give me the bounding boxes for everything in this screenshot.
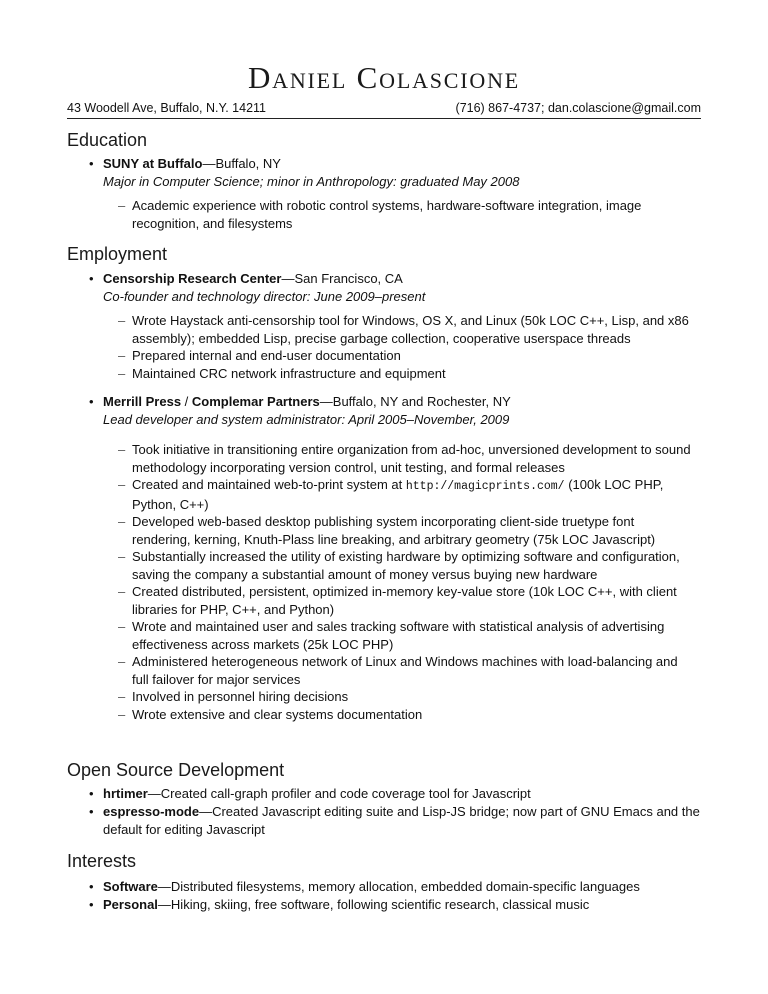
magicprints-link[interactable]: http://magicprints.com/ <box>405 480 565 493</box>
open-source-list <box>67 785 707 839</box>
entry-header <box>67 270 707 288</box>
list-item: – Academic experience with robotic control systems, hardware-software integration, image recognition, and filesystems <box>118 198 642 231</box>
dash-icon: – <box>118 549 126 564</box>
list-item: • hrtimer—Created call-graph profiler and code coverage tool for Javascript <box>89 786 531 801</box>
employment-entry-crc <box>67 270 707 382</box>
dash-icon: – <box>118 706 126 722</box>
dash-icon: – <box>118 584 126 599</box>
list-item: – Took initiative in transitioning entire organization from ad-hoc, unversioned development to sound methodology incorporating version control, unit testing, and formal releases <box>118 442 691 475</box>
dash-icon: – <box>118 198 126 213</box>
dash-icon: – <box>118 654 126 669</box>
list-item: – Maintained CRC network infrastructure and equipment <box>118 365 446 381</box>
education-entry <box>67 155 707 232</box>
resume-name: Daniel Colascione <box>247 60 521 95</box>
list-item: – Administered heterogeneous network of Linux and Windows machines with load-balancing and full failover for major services <box>118 654 678 687</box>
entry-details <box>67 441 707 723</box>
entry-org-2: Complemar Partners <box>191 394 320 409</box>
list-item: – Wrote and maintained user and sales tracking software with statistical analysis of advertising effectiveness across markets (25k LOC PHP) <box>118 619 665 652</box>
entry-role: Major in Computer Science; minor in Anthropology: graduated May 2008 <box>103 174 520 189</box>
dash-icon: – <box>118 365 126 381</box>
list-item: – Prepared internal and end-user documentation <box>118 348 401 363</box>
entry-location: —Buffalo, NY and Rochester, NY <box>319 394 511 409</box>
list-item: – Wrote extensive and clear systems documentation <box>118 706 423 722</box>
section-title-open-source: Open Source Development <box>67 760 285 780</box>
dash-icon: – <box>118 348 126 363</box>
entry-details <box>67 312 707 382</box>
list-item: – Substantially increased the utility of existing hardware by optimizing software and configuration, saving the company a substantial amount of money versus buying new hardware <box>118 549 680 582</box>
employment-entry-merrill <box>67 393 707 723</box>
section-title-interests: Interests <box>67 851 137 871</box>
dash-icon: – <box>118 477 126 492</box>
bullet-icon: • <box>89 156 94 171</box>
list-item: • Software—Distributed filesystems, memory allocation, embedded domain-specific languages <box>89 879 640 894</box>
entry-role: Lead developer and system administrator: April 2005–November, 2009 <box>103 412 510 427</box>
section-title-employment: Employment <box>67 244 168 264</box>
bullet-icon: • <box>89 897 94 912</box>
entry-org: Censorship Research Center <box>103 271 282 286</box>
address: 43 Woodell Ave, Buffalo, N.Y. 14211 <box>67 101 266 115</box>
contact-line <box>67 98 701 119</box>
list-item: • Personal—Hiking, skiing, free software, following scientific research, classical music <box>89 897 590 912</box>
entry-header <box>67 155 707 173</box>
section-title-education: Education <box>67 130 148 150</box>
dash-icon: – <box>118 514 126 529</box>
dash-icon: – <box>118 619 126 634</box>
entry-org: Merrill Press <box>103 394 182 409</box>
list-item: – Created and maintained web-to-print system at http://magicprints.com/ (100k LOC PHP, Python, C++) <box>118 477 664 512</box>
bullet-icon: • <box>89 271 94 286</box>
bullet-icon: • <box>89 804 94 819</box>
list-item: – Created distributed, persistent, optimized in-memory key-value store (10k LOC C++, with client libraries for PHP, C++, and Python) <box>118 584 677 617</box>
entry-location: —San Francisco, CA <box>281 271 403 286</box>
list-item: • espresso-mode—Created Javascript editing suite and Lisp-JS bridge; now part of GNU Emacs and the default for editing Javascript <box>89 804 700 837</box>
entry-org: SUNY at Buffalo <box>103 156 203 171</box>
list-item: – Involved in personnel hiring decisions <box>118 689 349 704</box>
dash-icon: – <box>118 442 126 457</box>
dash-icon: – <box>118 689 126 704</box>
dash-icon: – <box>118 313 126 328</box>
list-item: – Developed web-based desktop publishing system incorporating client-side truetype font rendering, kerning, Knuth-Plass line breaking, and arbitrary geometry (75k LOC Javascript) <box>118 514 656 547</box>
entry-details <box>67 197 707 232</box>
bullet-icon: • <box>89 786 94 801</box>
phone-email: (716) 867-4737; dan.colascione@gmail.com <box>455 101 701 115</box>
entry-role: Co-founder and technology director: June 2009–present <box>103 289 426 304</box>
org-separator: / <box>181 394 192 409</box>
interests-list <box>67 878 707 914</box>
entry-header <box>67 393 707 411</box>
bullet-icon: • <box>89 394 94 409</box>
bullet-icon: • <box>89 879 94 894</box>
entry-location: —Buffalo, NY <box>202 156 281 171</box>
list-item: – Wrote Haystack anti-censorship tool for Windows, OS X, and Linux (50k LOC C++, Lisp, and x86 assembly); embedded Lisp, precise garbage collection, cooperative userspace threads <box>118 313 689 346</box>
